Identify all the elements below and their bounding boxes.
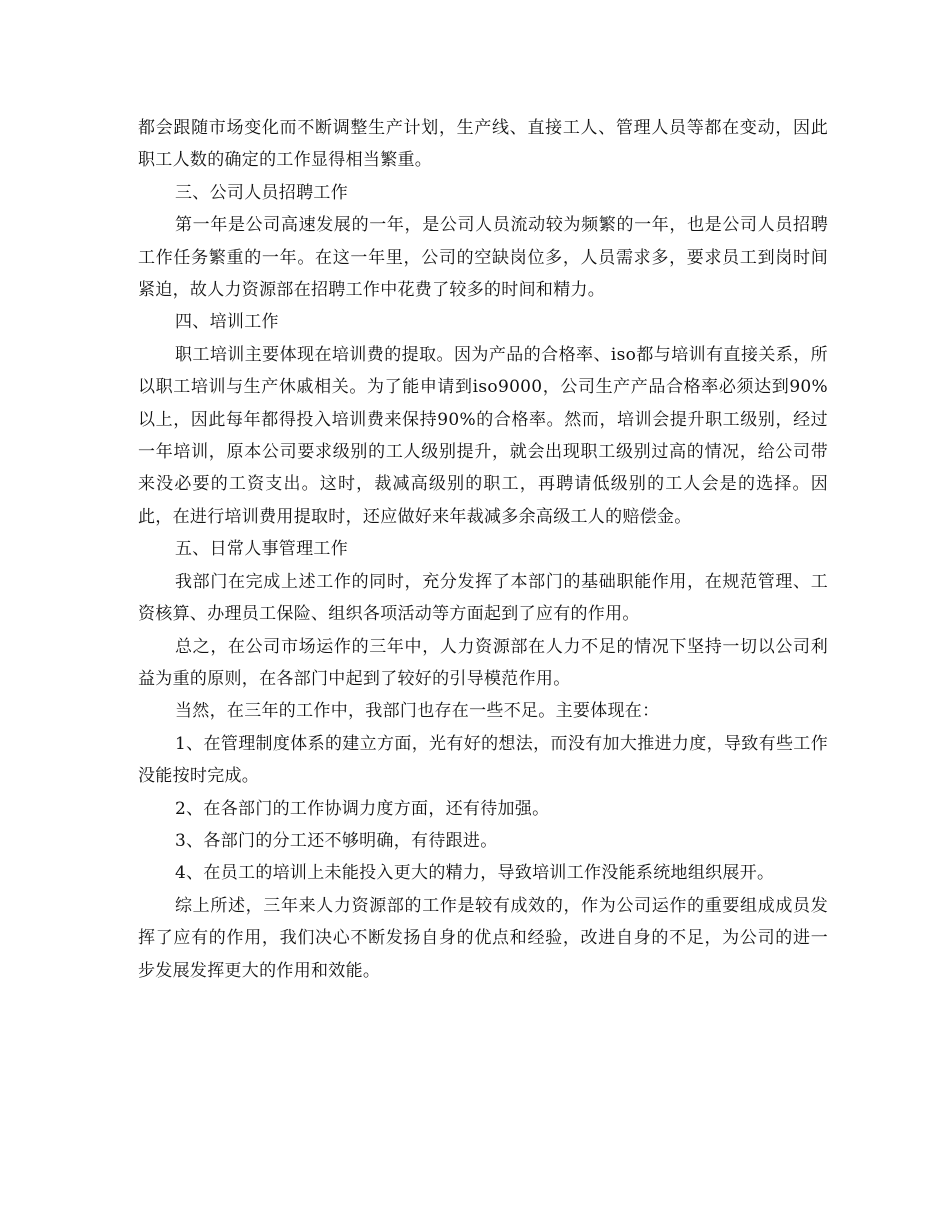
- section-heading-daily-hr: 五、日常人事管理工作: [175, 539, 348, 560]
- paragraph-daily-hr: 我部门在完成上述工作的同时，充分发挥了本部门的基础职能作用，在规范管理、工资核算、办理员工保险、组织各项活动等方面起到了应有的作用。: [138, 571, 828, 625]
- document-body: [138, 112, 828, 987]
- list-item-shortcoming-4: 4、在员工的培训上未能投入更大的精力，导致培训工作没能系统地组织展开。: [175, 863, 775, 884]
- paragraph-summary: 总之，在公司市场运作的三年中，人力资源部在人力不足的情况下坚持一切以公司利益为重的原则，在各部门中起到了较好的引导模范作用。: [138, 636, 828, 689]
- paragraph-continuation: 都会跟随市场变化而不断调整生产计划，生产线、直接工人、管理人员等都在变动，因此职工人数的确定的工作显得相当繁重。: [138, 118, 828, 171]
- list-item-shortcoming-1: 1、在管理制度体系的建立方面，光有好的想法，而没有加大推进力度，导致有些工作没能按时完成。: [138, 733, 828, 787]
- section-heading-recruitment: 三、公司人员招聘工作: [175, 182, 348, 203]
- paragraph-recruitment: 第一年是公司高速发展的一年，是公司人员流动较为频繁的一年，也是公司人员招聘工作任务繁重的一年。在这一年里，公司的空缺岗位多，人员需求多，要求员工到岗时间紧迫，故人力资源部在招聘工作中花费了较多的时间和精力。: [138, 215, 828, 301]
- paragraph-shortcomings-intro: 当然，在三年的工作中，我部门也存在一些不足。主要体现在：: [175, 701, 660, 722]
- list-item-shortcoming-3: 3、各部门的分工还不够明确，有待跟进。: [175, 830, 498, 851]
- list-item-shortcoming-2: 2、在各部门的工作协调力度方面，还有待加强。: [175, 798, 550, 819]
- section-heading-training: 四、培训工作: [175, 312, 279, 333]
- paragraph-conclusion: 综上所述，三年来人力资源部的工作是较有成效的，作为公司运作的重要组成成员发挥了应有的作用，我们决心不断发扬自身的优点和经验，改进自身的不足，为公司的进一步发展发挥更大的作用和效能。: [138, 895, 828, 981]
- paragraph-training: 职工培训主要体现在培训费的提取。因为产品的合格率、iso都与培训有直接关系，所以职工培训与生产休戚相关。为了能申请到iso9000，公司生产产品合格率必须达到90%以上，因此每年都得投入培训费来保持90%的合格率。然而，培训会提升职工级别，经过一年培训，原本公司要求级别的工人级别提升，就会出现职工级别过高的情况，给公司带来没必要的工资支出。这时，裁减高级别的职工，再聘请低级别的工人会是的选择。因此，在进行培训费用提取时，还应做好来年裁减多余高级工人的赔偿金。: [138, 344, 828, 527]
